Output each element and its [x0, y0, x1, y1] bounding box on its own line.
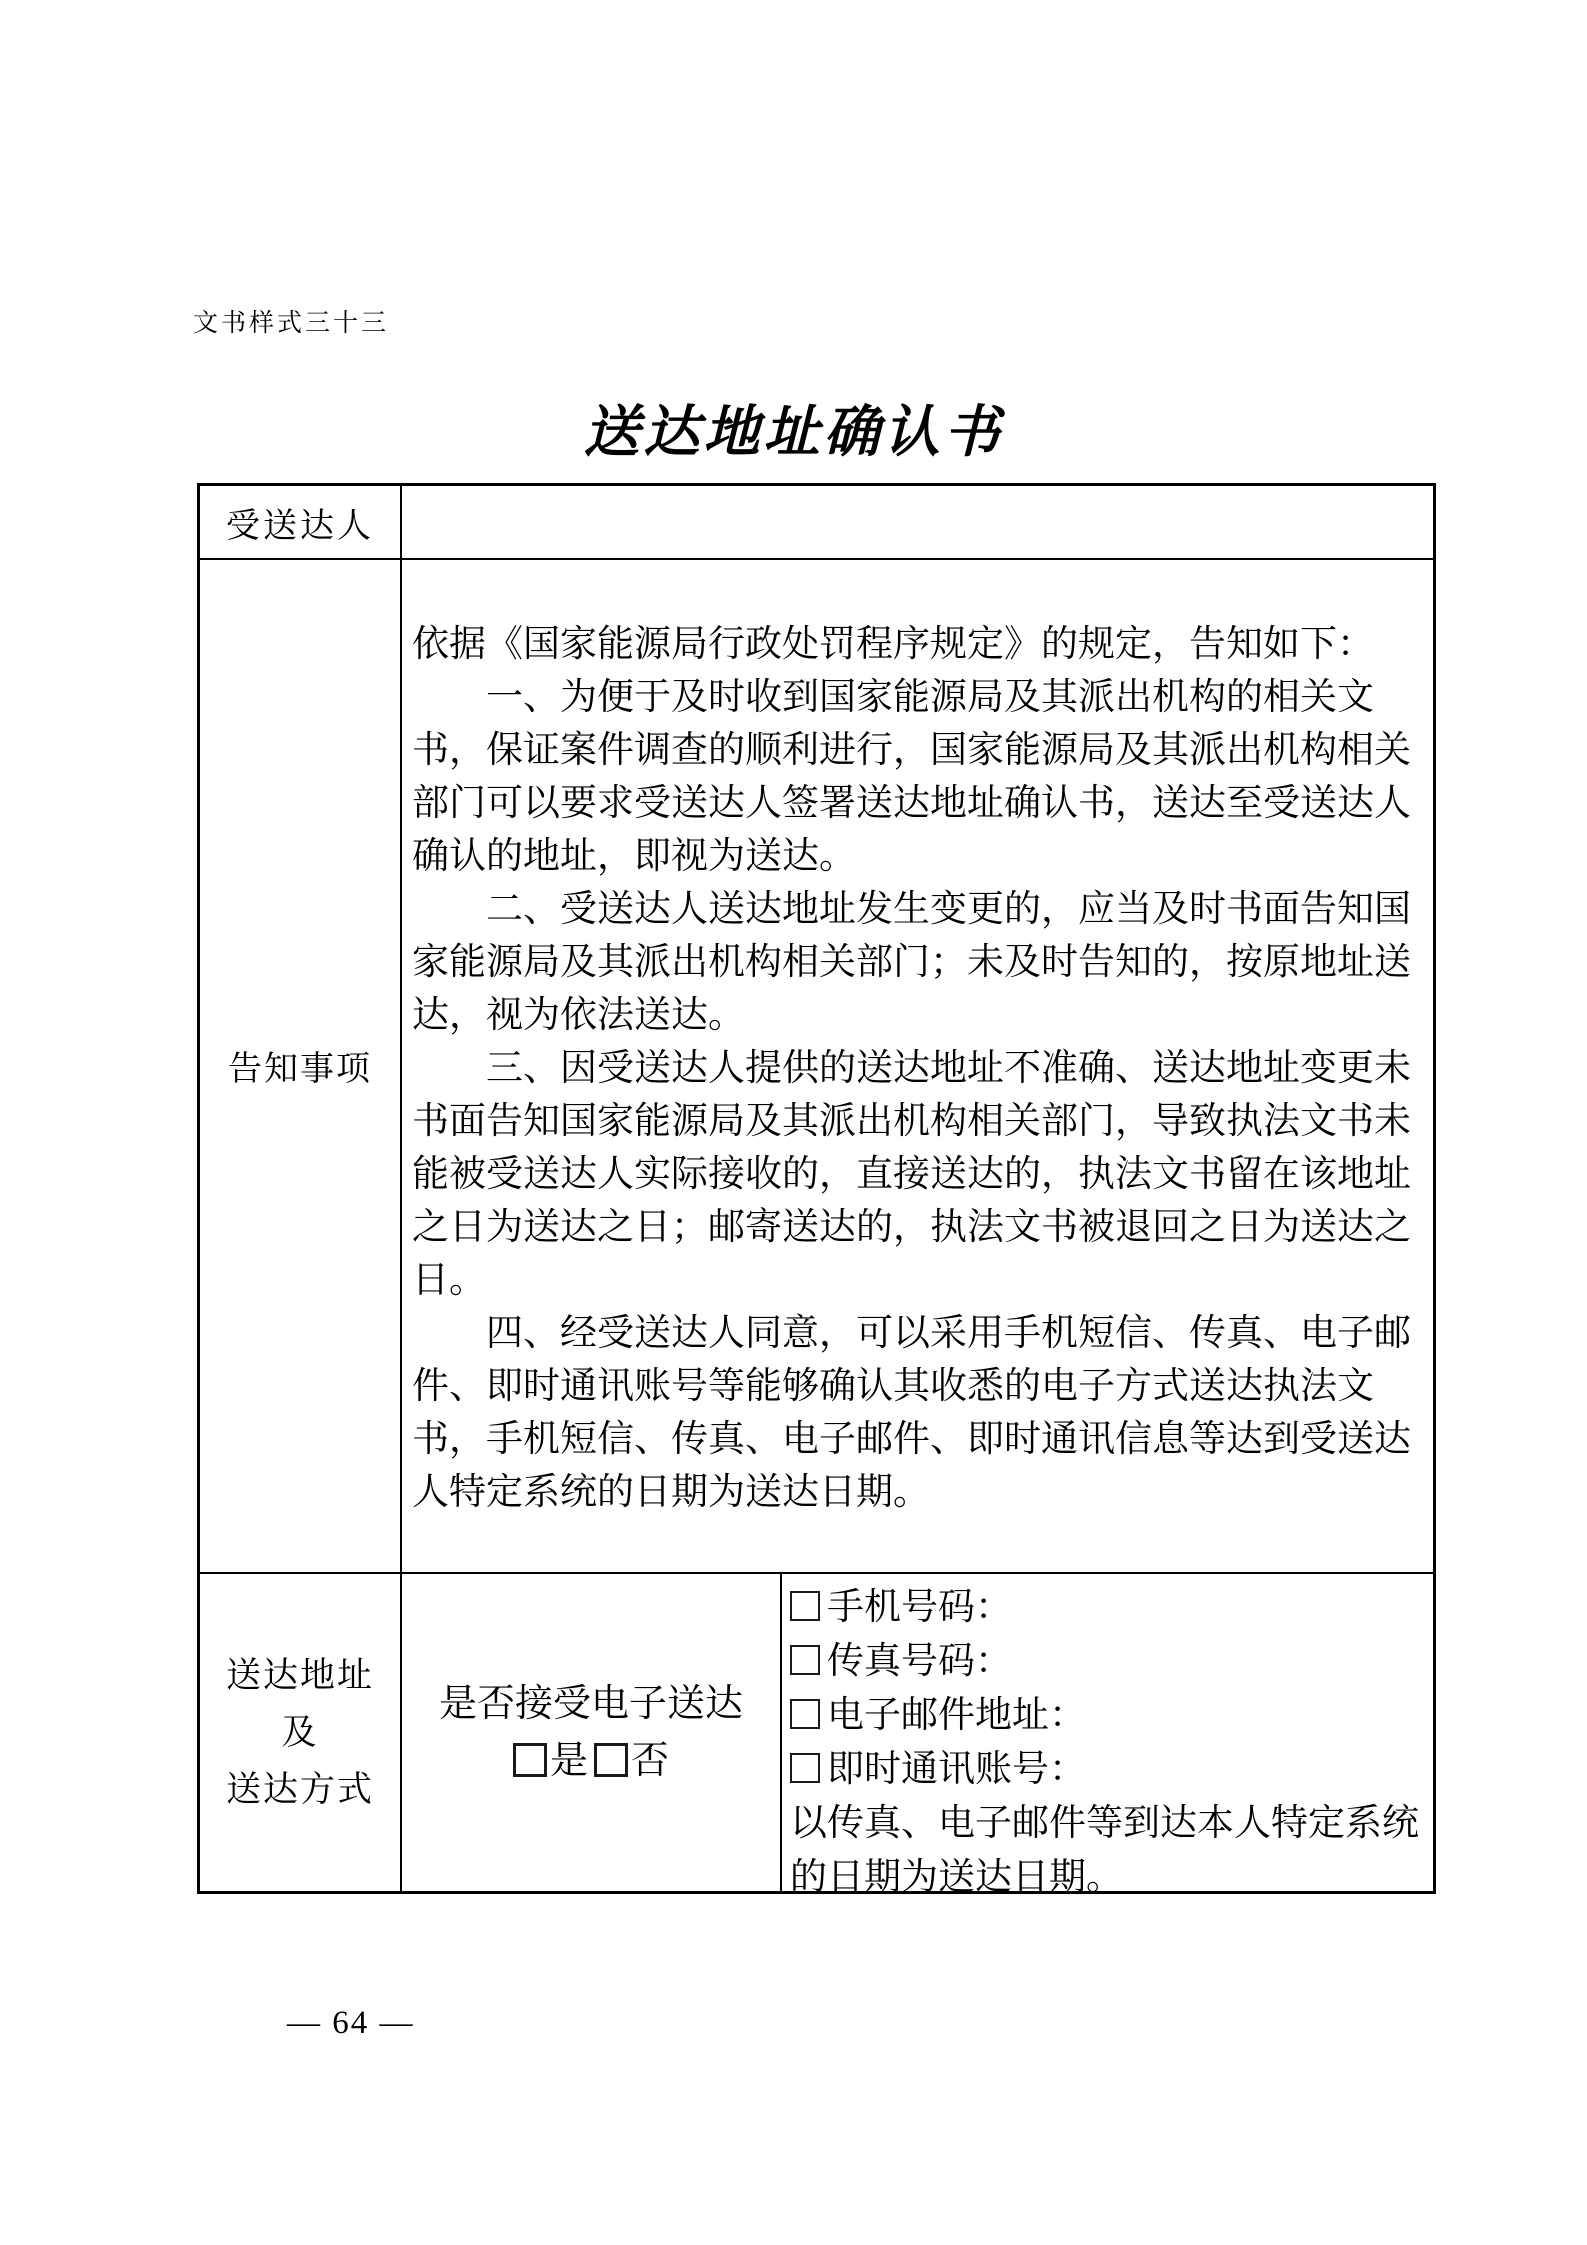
- notice-label-cell: [200, 560, 400, 1570]
- text-line: 确认的地址，即视为送达。: [412, 836, 856, 877]
- phone-option-label: 手机号码：: [827, 1587, 1012, 1628]
- im-checkbox-icon[interactable]: [790, 1753, 820, 1783]
- text-line: 送达地址: [225, 1656, 374, 1695]
- text-line: 三、因受送达人提供的送达地址不准确、送达地址变更未: [412, 1048, 1411, 1089]
- text-line: 二、受送达人送达地址发生变更的，应当及时书面告知国: [412, 889, 1411, 930]
- phone-checkbox-icon[interactable]: [790, 1591, 820, 1621]
- electronic-delivery-question: 是否接受电子送达: [438, 1682, 743, 1725]
- im-option-row: [790, 1743, 1430, 1797]
- yes-label: 是: [549, 1739, 588, 1782]
- text-line: 及: [281, 1713, 319, 1752]
- recipient-label-cell: [200, 486, 400, 558]
- text-line: 部门可以要求受送达人签署送达地址确认书，送达至受送达人: [412, 783, 1411, 824]
- text-line: 家能源局及其派出机构相关部门；未及时告知的，按原地址送: [412, 942, 1411, 983]
- column-divider-2: [780, 1572, 782, 1891]
- text-line: 之日为送达之日；邮寄送达的，执法文书被退回之日为送达之: [412, 1207, 1411, 1248]
- text-line: 日。: [412, 1260, 486, 1301]
- electronic-delivery-cell: [402, 1574, 780, 1891]
- text-line: 以传真、电子邮件等到达本人特定系统: [790, 1803, 1419, 1844]
- text-line: 达，视为依法送达。: [412, 995, 745, 1036]
- contact-options-cell: [790, 1581, 1430, 1905]
- text-line: 能被受送达人实际接收的，直接送达的，执法文书留在该地址: [412, 1154, 1411, 1195]
- text-line: 书，保证案件调查的顺利进行，国家能源局及其派出机构相关: [412, 730, 1411, 771]
- page-title: 送达地址确认书: [583, 402, 1004, 464]
- no-checkbox-icon[interactable]: [594, 1743, 628, 1777]
- email-option-label: 电子邮件地址：: [827, 1695, 1086, 1736]
- recipient-value-field[interactable]: [402, 486, 1433, 558]
- notice-label: 告知事项: [228, 1050, 372, 1088]
- text-line: 的日期为送达日期。: [790, 1857, 1123, 1898]
- yes-checkbox-icon[interactable]: [513, 1743, 547, 1777]
- text-line: 书，手机短信、传真、电子邮件、即时通讯信息等达到受送达: [412, 1419, 1411, 1460]
- delivery-note: [790, 1797, 1430, 1905]
- im-option-label: 即时通讯账号：: [827, 1749, 1086, 1790]
- confirmation-table: [197, 483, 1436, 1898]
- text-line: 书面告知国家能源局及其派出机构相关部门，导致执法文书未: [412, 1101, 1411, 1142]
- text-line: 送达方式: [225, 1770, 374, 1809]
- fax-option-row: [790, 1635, 1430, 1689]
- email-checkbox-icon[interactable]: [790, 1699, 820, 1729]
- fax-checkbox-icon[interactable]: [790, 1645, 820, 1675]
- text-line: 四、经受送达人同意，可以采用手机短信、传真、电子邮: [412, 1313, 1411, 1354]
- phone-option-row: [790, 1581, 1430, 1635]
- text-line: 依据《国家能源局行政处罚程序规定》的规定，告知如下：: [412, 624, 1374, 665]
- page-number: — 64 —: [287, 2005, 415, 2041]
- recipient-label: 受送达人: [226, 507, 374, 545]
- yes-no-row: [513, 1733, 669, 1790]
- delivery-label-cell: [200, 1574, 400, 1891]
- text-line: 件、即时通讯账号等能够确认其收悉的电子方式送达执法文: [412, 1366, 1374, 1407]
- doc-style-label: 文书样式三十三: [193, 310, 390, 337]
- text-line: 一、为便于及时收到国家能源局及其派出机构的相关文: [412, 677, 1374, 718]
- email-option-row: [790, 1689, 1430, 1743]
- notice-text: [412, 618, 1427, 1519]
- fax-option-label: 传真号码：: [827, 1641, 1012, 1682]
- text-line: 人特定系统的日期为送达日期。: [412, 1472, 930, 1513]
- no-label: 否: [631, 1739, 670, 1782]
